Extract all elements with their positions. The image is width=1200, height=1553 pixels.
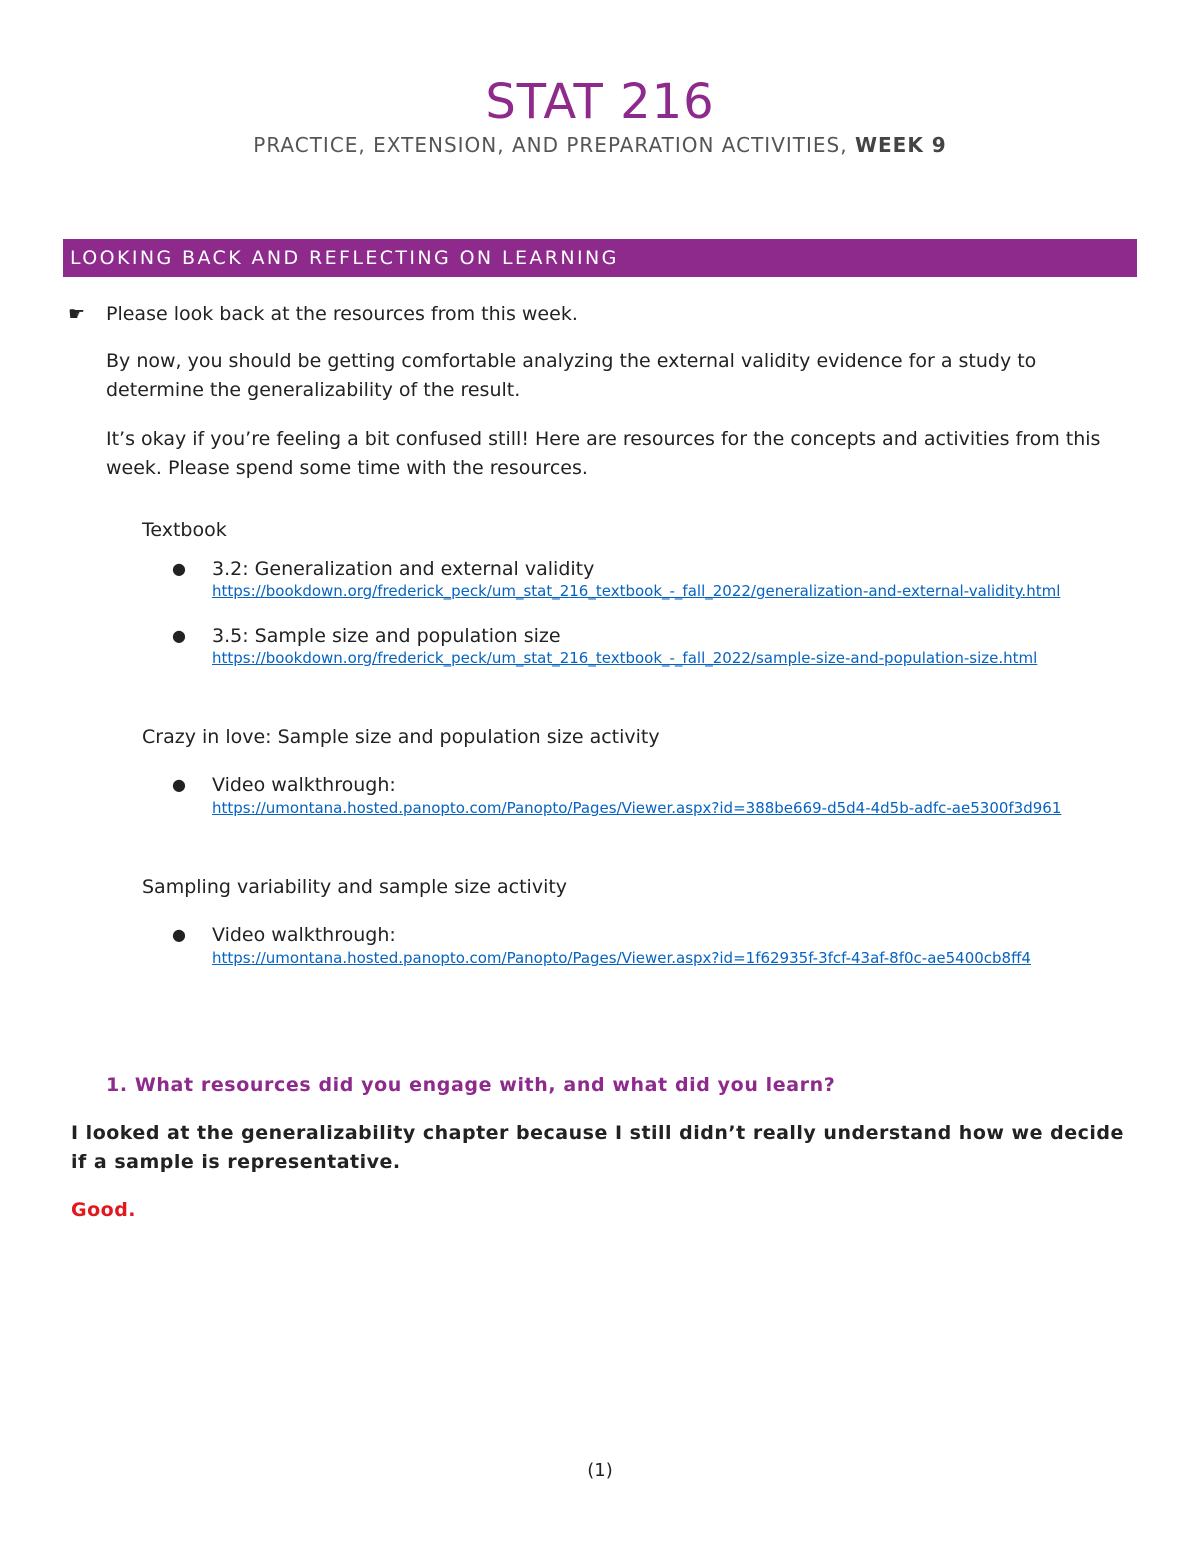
page-number: (1) (587, 1460, 613, 1481)
answer-1: I looked at the generalizability chapter because I still didn’t really understand how we decide if a sample is representative. (71, 1122, 1124, 1173)
resource-title: Video walkthrough: (212, 774, 396, 796)
bullet-icon: ● (172, 626, 186, 645)
video-link-sampling-variability[interactable]: https://umontana.hosted.panopto.com/Panopto/Pages/Viewer.aspx?id=1f62935f-3fcf-43af-8f0c-ae5400cb8ff4 (212, 949, 1031, 967)
resource-title: Video walkthrough: (212, 924, 396, 946)
textbook-link-sample-size[interactable]: https://bookdown.org/frederick_peck/um_stat_216_textbook_-_fall_2022/sample-size-and-population-size.html (212, 649, 1038, 667)
sampling-variability-label: Sampling variability and sample size activity (142, 876, 568, 898)
section-heading-bar (63, 239, 1137, 277)
video-link-crazy-in-love[interactable]: https://umontana.hosted.panopto.com/Panopto/Pages/Viewer.aspx?id=388be669-d5d4-4d5b-adfc-ae5300f3d961 (212, 799, 1062, 817)
feedback-1: Good. (71, 1199, 137, 1221)
paragraph-resources: It’s okay if you’re feeling a bit confused still! Here are resources for the concepts and activities from this week. Please spend some time with the resources. (106, 428, 1101, 479)
subtitle-prefix: PRACTICE, EXTENSION, AND PREPARATION ACTIVITIES, (253, 133, 848, 157)
page-subtitle (0, 132, 1200, 158)
bullet-icon: ● (172, 925, 186, 944)
subtitle-week: WEEK 9 (854, 133, 947, 157)
textbook-label: Textbook (142, 519, 227, 541)
resource-title: 3.2: Generalization and external validity (212, 558, 595, 580)
page-title: STAT 216 (485, 74, 715, 130)
section-heading: LOOKING BACK AND REFLECTING ON LEARNING (70, 247, 619, 269)
paragraph-external-validity: By now, you should be getting comfortable analyzing the external validity evidence for a study to determine the generalizability of the result. (106, 350, 1037, 401)
crazy-in-love-label: Crazy in love: Sample size and population size activity (142, 726, 660, 748)
bullet-icon: ● (172, 559, 186, 578)
bullet-icon: ● (172, 775, 186, 794)
pointing-hand-icon: ☛ (68, 303, 86, 325)
textbook-link-generalization[interactable]: https://bookdown.org/frederick_peck/um_stat_216_textbook_-_fall_2022/generalization-and-external-validity.html (212, 582, 1061, 600)
resource-title: 3.5: Sample size and population size (212, 625, 561, 647)
intro-text: Please look back at the resources from this week. (106, 303, 578, 325)
question-1: 1. What resources did you engage with, and what did you learn? (106, 1074, 836, 1096)
